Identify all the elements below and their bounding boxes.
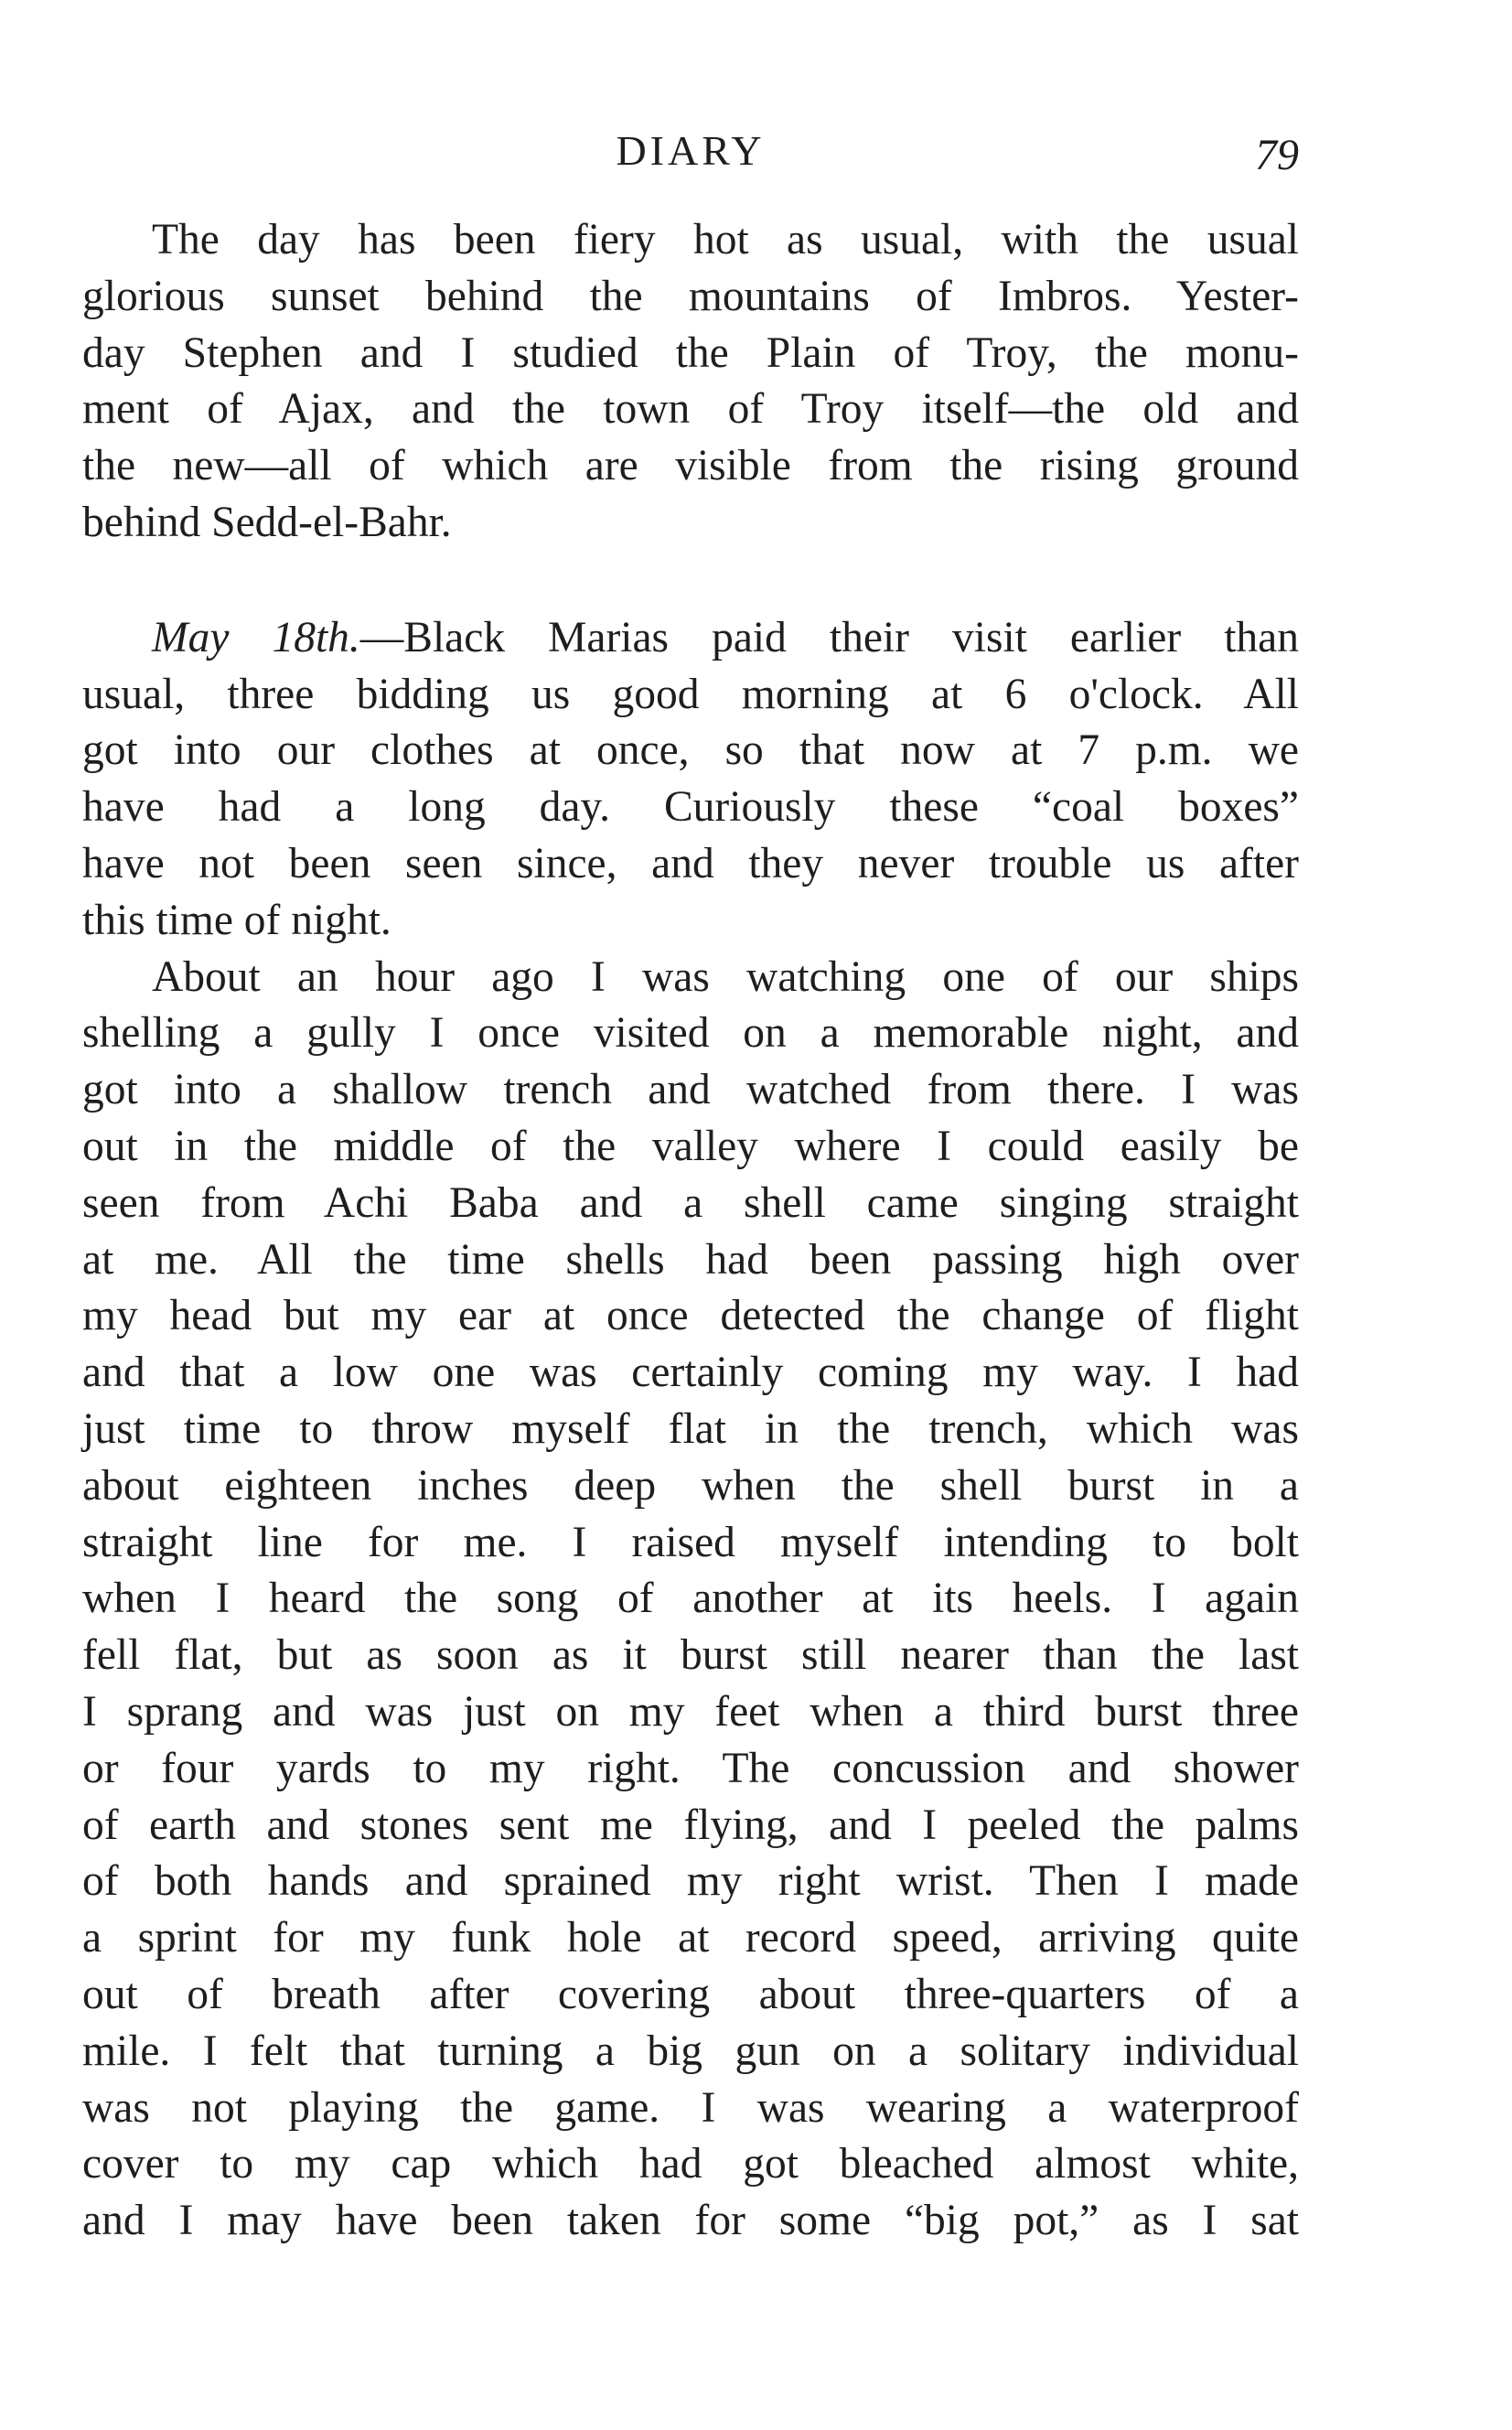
page-header (82, 126, 1299, 181)
text-line: of earth and stones sent me flying, and I peeled the palms (82, 1801, 1299, 1849)
text-line: my head but my ear at once detected the change of flight (82, 1292, 1299, 1340)
text-line: mile. I felt that turning a big gun on a solitary individual (82, 2027, 1299, 2075)
text-line: got into a shallow trench and watched from there. I was (82, 1066, 1299, 1114)
text-line: I sprang and was just on my feet when a third burst three (82, 1687, 1299, 1736)
entry-line-rest: —Black Marias paid their visit earlier than (359, 613, 1300, 661)
page-number: 79 (1255, 131, 1299, 179)
text-line: and that a low one was certainly coming my way. I had (82, 1349, 1299, 1397)
text-line: have not been seen since, and they never trouble us after (82, 839, 1299, 887)
body-text (82, 212, 1299, 2250)
paragraph-1 (82, 212, 1299, 552)
text-line: when I heard the song of another at its heels. I again (82, 1575, 1299, 1623)
text-line: this time of night. (82, 896, 391, 944)
text-line: about eighteen inches deep when the shell burst in a (82, 1461, 1299, 1510)
text-line: at me. All the time shells had been passing high over (82, 1235, 1299, 1284)
text-line (82, 610, 1299, 667)
paragraph-3 (82, 950, 1299, 2250)
text-line: just time to throw myself flat in the trench, which was (82, 1404, 1299, 1453)
text-line: and I may have been taken for some “big pot,” as I sat (82, 2197, 1299, 2245)
text-line: day Stephen and I studied the Plain of Troy, the monu- (82, 328, 1299, 377)
entry-date-month: May (152, 613, 230, 661)
text-line: have had a long day. Curiously these “coal boxes” (82, 783, 1299, 832)
text-line: glorious sunset behind the mountains of Imbros. Yester- (82, 272, 1299, 320)
section-gap (82, 552, 1299, 610)
text-line: the new—all of which are visible from the rising ground (82, 442, 1299, 490)
text-line: straight line for me. I raised myself intending to bolt (82, 1518, 1299, 1566)
text-line: usual, three bidding us good morning at 6 o'clock. All (82, 670, 1299, 718)
text-line: out in the middle of the valley where I could easily be (82, 1122, 1299, 1170)
running-title: DIARY (616, 127, 766, 174)
text-line: behind Sedd-el-Bahr. (82, 498, 452, 546)
text-line: seen from Achi Baba and a shell came singing straight (82, 1178, 1299, 1227)
text-line: cover to my cap which had got bleached almost white, (82, 2140, 1299, 2188)
text-line: fell flat, but as soon as it burst still nearer than the last (82, 1631, 1299, 1680)
text-line: or four yards to my right. The concussion and shower (82, 1744, 1299, 1792)
text-line: About an hour ago I was watching one of our ships (152, 952, 1299, 1001)
text-line: The day has been fiery hot as usual, with the usual (152, 216, 1299, 263)
paragraph-2 (82, 610, 1299, 950)
entry-date-day: 18th. (272, 613, 360, 661)
text-line: ment of Ajax, and the town of Troy itself—the old and (82, 385, 1299, 434)
text-line: was not playing the game. I was wearing a waterproof (82, 2083, 1299, 2132)
text-line: a sprint for my funk hole at record speed, arriving quite (82, 1914, 1299, 1962)
text-line: out of breath after covering about three-quarters of a (82, 1970, 1299, 2018)
text-line: of both hands and sprained my right wrist. Then I made (82, 1857, 1299, 1906)
text-line: got into our clothes at once, so that now at 7 p.m. we (82, 726, 1299, 775)
text-line: shelling a gully I once visited on a memorable night, and (82, 1009, 1299, 1058)
